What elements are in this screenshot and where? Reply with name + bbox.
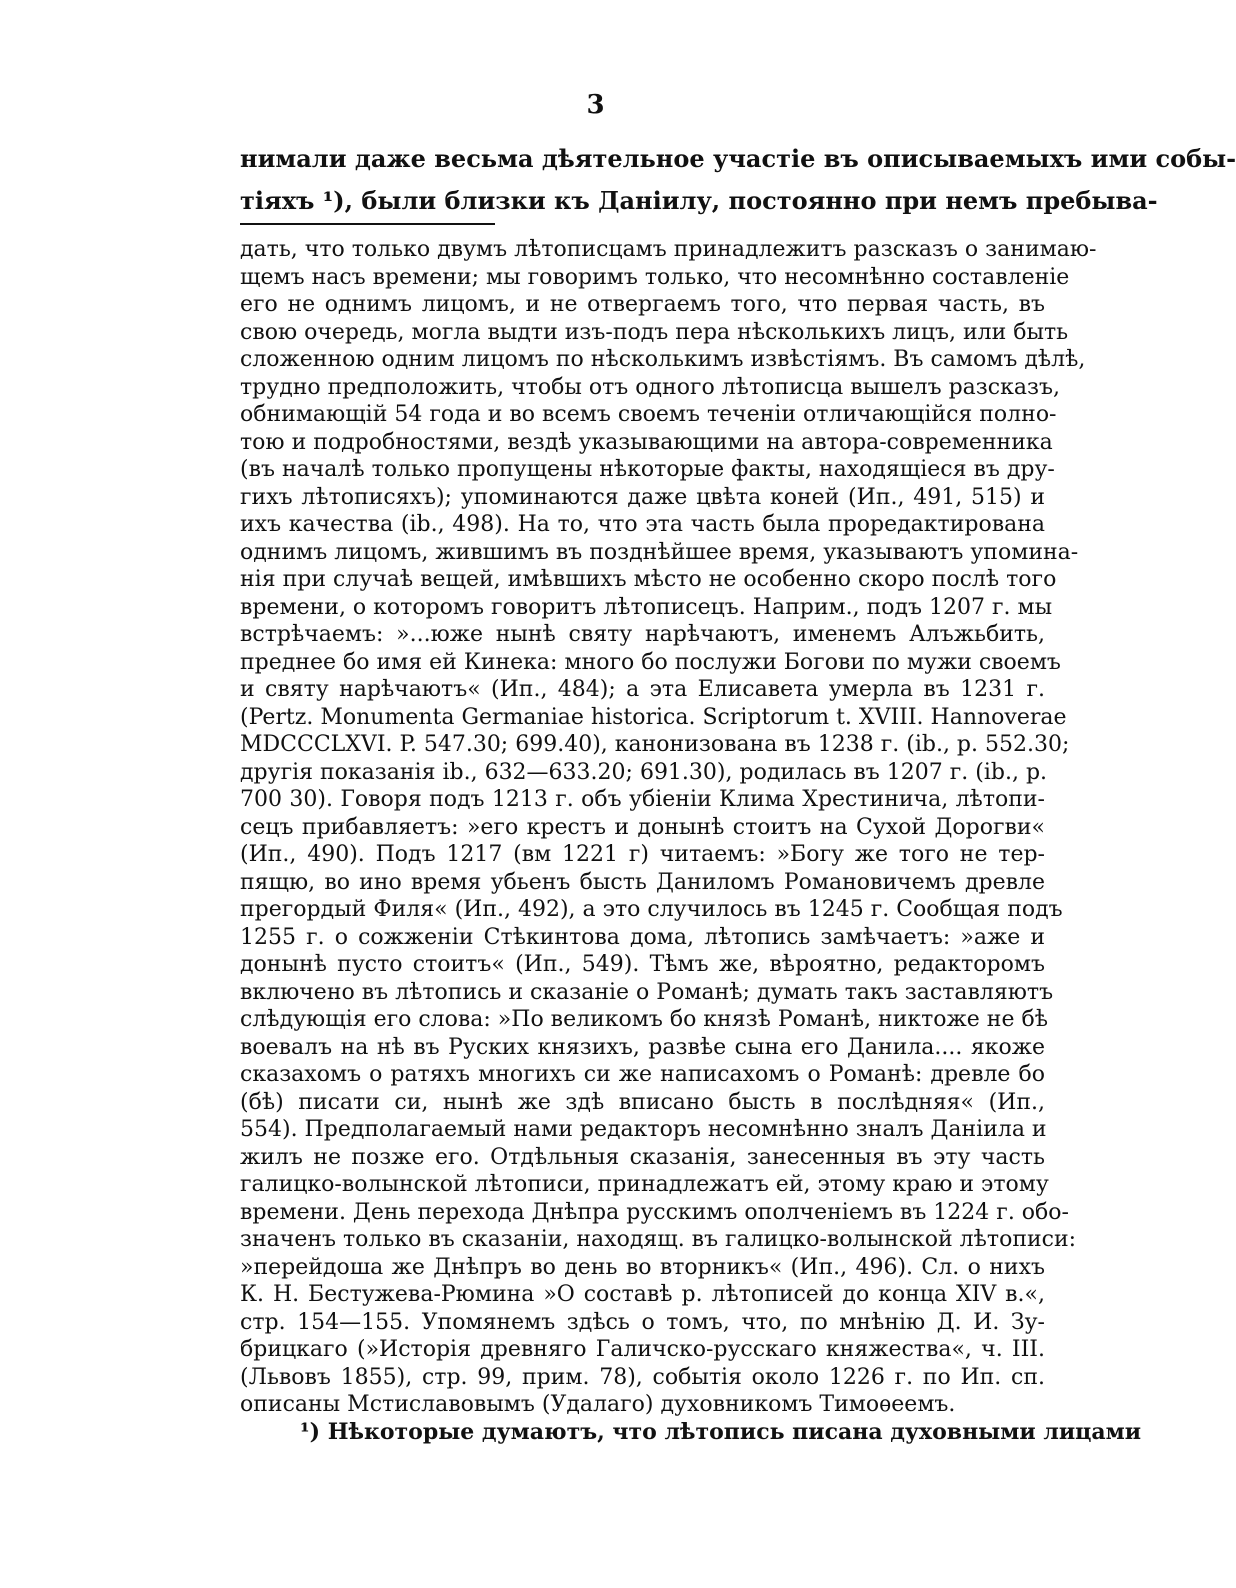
footnote-line: тою и подробностями, вездѣ указывающими на автора-современника: [240, 429, 1053, 455]
footnote-line: времени, о которомъ говоритъ лѣтописецъ. Наприм., подъ 1207 г. мы: [240, 594, 1053, 620]
footnote-divider: [240, 223, 495, 225]
footnote-line: его не однимъ лицомъ, и не отвергаемъ того, что первая часть, въ: [240, 292, 1045, 317]
footnote-line: дать, что только двумъ лѣтописцамъ принадлежитъ разсказъ о занимаю-: [240, 237, 1097, 262]
footnote-line: »перейдоша же Днѣпръ во день во вторникъ« (Ип., 496). Сл. о нихъ: [240, 1254, 1045, 1280]
footnote-line: 554). Предполагаемый нами редакторъ несомнѣнно зналъ Даніила и: [240, 1117, 1047, 1142]
footnote-line: трудно предположить, чтобы отъ одного лѣтописца вышелъ разсказъ,: [240, 374, 1060, 400]
main-text: [240, 138, 1236, 222]
footnote-line: (Pertz. Monumenta Germaniae historica. Scriptorum t. XVIII. Hannoverae: [240, 704, 1067, 730]
footnote-line: ихъ качества (ib., 498). На то, что эта часть была проредактирована: [240, 512, 1045, 537]
footnote-line: свою очередь, могла выдти изъ-подъ пера нѣсколькихъ лицъ, или быть: [240, 319, 1069, 345]
footnote-line: (Ип., 490). Подъ 1217 (вм 1221 г) читаемъ: »Богу же того не тер-: [240, 842, 1045, 867]
main-text-line: нимали даже весьма дѣятельное участіе въ описываемыхъ ими собы-: [240, 144, 1236, 173]
footnote-line: слѣдующія его слова: »По великомъ бо князѣ Романѣ, никтоже не бѣ: [240, 1007, 1048, 1032]
footnote-line: 1255 г. о сожженіи Стѣкинтова дома, лѣтопись замѣчаетъ: »аже и: [240, 924, 1045, 950]
footnote-line: жилъ не позже его. Отдѣльныя сказанія, занесенныя въ эту часть: [240, 1144, 1045, 1170]
main-text-line: тіяхъ ¹), были близки къ Даніилу, постоянно при немъ пребыва-: [240, 186, 1158, 215]
footnote-one: ¹) Нѣкоторые думаютъ, что лѣтопись писана духовными лицами: [300, 1418, 1142, 1445]
footnote-line: К. Н. Бестужева-Рюмина »О составѣ р. лѣтописей до конца XIV в.«,: [240, 1282, 1045, 1307]
footnote-line: преднее бо имя ей Кинека: много бо послужи Богови по мужи своемъ: [240, 649, 1061, 675]
footnote-line: однимъ лицомъ, жившимъ въ позднѣйшее время, указываютъ упомина-: [240, 539, 1079, 565]
footnote-line: (Львовъ 1855), стр. 99, прим. 78), событія около 1226 г. по Ип. сп.: [240, 1364, 1045, 1390]
footnote-line: щемъ насъ времени; мы говоримъ только, что несомнѣнно составленіе: [240, 264, 1070, 290]
footnote-line: прегордый Филя« (Ип., 492), а это случилось въ 1245 г. Сообщая подъ: [240, 897, 1063, 922]
footnote-line: сказахомъ о ратяхъ многихъ си же написахомъ о Романѣ: древле бо: [240, 1062, 1045, 1087]
page-number: 3: [586, 90, 605, 120]
footnotes: [240, 236, 1142, 1446]
footnote-line: галицко-волынской лѣтописи, принадлежатъ ей, этому краю и этому: [240, 1172, 1049, 1197]
footnote-line: гихъ лѣтописяхъ); упоминаются даже цвѣта коней (Ип., 491, 515) и: [240, 484, 1045, 510]
footnote-line: времени. День перехода Днѣпра русскимъ ополченіемъ въ 1224 г. обо-: [240, 1199, 1069, 1225]
footnote-line: значенъ только въ сказаніи, находящ. въ галицко-волынской лѣтописи:: [240, 1227, 1077, 1252]
footnote-line: другія показанія ib., 632—633.20; 691.30), родилась въ 1207 г. (ib., p.: [240, 759, 1048, 785]
footnote-line: донынѣ пусто стоитъ« (Ип., 549). Тѣмъ же, вѣроятно, редакторомъ: [240, 952, 1045, 977]
footnote-line: брицкаго (»Исторія древняго Галичско-русскаго княжества«, ч. III.: [240, 1337, 1045, 1362]
footnote-line: (бѣ) писати си, нынѣ же здѣ вписано бысть в послѣдняя« (Ип.,: [240, 1089, 1045, 1115]
footnote-line: и святу нарѣчаютъ« (Ип., 484); а эта Елисавета умерла въ 1231 г.: [240, 677, 1045, 702]
footnote-line: MDCCCLXVI. P. 547.30; 699.40), канонизована въ 1238 г. (ib., p. 552.30;: [240, 732, 1070, 757]
footnote-line: включено въ лѣтопись и сказаніе о Романѣ; думать такъ заставляютъ: [240, 979, 1054, 1005]
footnote-line: сецъ прибавляетъ: »его крестъ и донынѣ стоитъ на Сухой Дорогви«: [240, 814, 1045, 840]
footnote-line: стр. 154—155. Упомянемъ здѣсь о томъ, что, по мнѣнію Д. И. Зу-: [240, 1309, 1045, 1335]
footnote-line: (въ началѣ только пропущены нѣкоторые факты, находящіеся въ дру-: [240, 457, 1055, 482]
footnote-line: пящю, во ино время убьенъ бысть Даниломъ Романовичемъ древле: [240, 869, 1045, 895]
footnote-line: воевалъ на нѣ въ Руских князихъ, развѣе сына его Данила.... якоже: [240, 1034, 1045, 1060]
footnote-line: встрѣчаемъ: »...юже нынѣ святу нарѣчаютъ, именемъ Алъжьбить,: [240, 622, 1045, 647]
footnote-line: сложенною одним лицомъ по нѣсколькимъ извѣстіямъ. Въ самомъ дѣлѣ,: [240, 347, 1086, 372]
footnote-line: обнимающій 54 года и во всемъ своемъ теченіи отличающійся полно-: [240, 402, 1057, 427]
footnote-line: нія при случаѣ вещей, имѣвшихъ мѣсто не особенно скоро послѣ того: [240, 567, 1057, 592]
footnote-line: 700 30). Говоря подъ 1213 г. объ убіеніи Клима Хрестинича, лѣтопи-: [240, 787, 1045, 812]
footnote-line: описаны Мстиславовымъ (Удалаго) духовникомъ Тимоѳеемъ.: [240, 1392, 956, 1417]
